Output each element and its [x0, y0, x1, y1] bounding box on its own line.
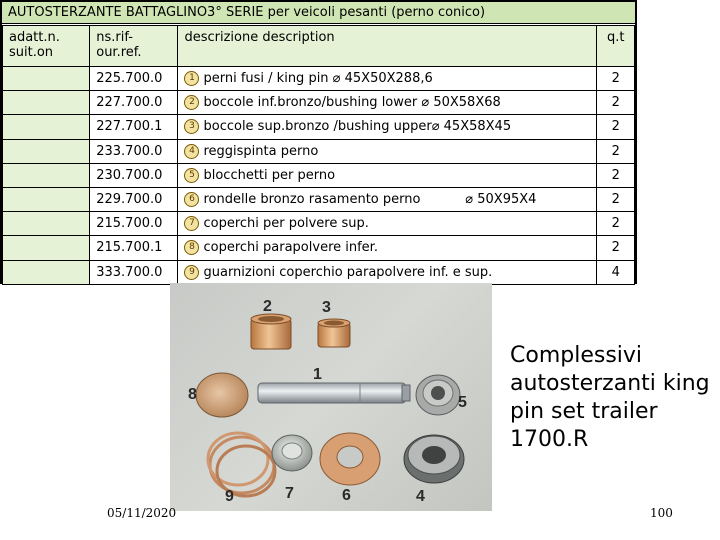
- cell-description: [178, 91, 597, 115]
- header-adatt: adatt.n. suit.on: [3, 26, 90, 67]
- thrust-bearing: [404, 435, 464, 483]
- cell-ref: 229.700.0: [90, 187, 178, 211]
- cell-adatt: [3, 163, 90, 187]
- table-header-row: [3, 26, 635, 67]
- cell-qty: 2: [597, 91, 635, 115]
- description-text: reggispinta perno: [203, 143, 319, 159]
- pin-block: [416, 375, 460, 415]
- photo-label-6: 6: [342, 487, 351, 504]
- item-number-badge: 9: [184, 265, 199, 280]
- parts-illustration: [170, 283, 492, 511]
- cell-ref: 215.700.1: [90, 236, 178, 260]
- parts-photo: [170, 283, 492, 511]
- header-ref: ns.rif-our.ref.: [90, 26, 178, 67]
- cell-adatt: [3, 212, 90, 236]
- dust-cover-lower: [196, 373, 248, 417]
- cell-description: [178, 163, 597, 187]
- cell-adatt: [3, 67, 90, 91]
- description-text: rondelle bronzo rasamento perno: [203, 192, 421, 208]
- description-text: coperchi per polvere sup.: [203, 216, 369, 232]
- dust-cover-upper: [272, 435, 312, 471]
- bushing-lower: [251, 314, 291, 349]
- cell-adatt: [3, 187, 90, 211]
- cell-adatt: [3, 139, 90, 163]
- cell-ref: 230.700.0: [90, 163, 178, 187]
- cell-adatt: [3, 115, 90, 139]
- header-qty: q.t: [597, 26, 635, 67]
- cell-qty: 2: [597, 139, 635, 163]
- photo-label-5: 5: [458, 394, 467, 411]
- photo-label-1: 1: [313, 366, 322, 383]
- table-row: [3, 236, 635, 260]
- cell-description: [178, 67, 597, 91]
- cell-qty: 2: [597, 187, 635, 211]
- description-text: boccole sup.bronzo /bushing upper⌀ 45X58X45: [203, 119, 512, 135]
- photo-label-7: 7: [285, 485, 294, 502]
- caption-text: Complessivi autosterzanti king pin set trailer 1700.R: [510, 343, 710, 452]
- header-description: descrizione description: [178, 26, 597, 67]
- cell-adatt: [3, 236, 90, 260]
- cell-ref: 225.700.0: [90, 67, 178, 91]
- description-text: coperchi parapolvere infer.: [203, 240, 378, 256]
- item-number-badge: 5: [184, 168, 199, 183]
- photo-label-3: 3: [322, 299, 331, 316]
- cell-description: [178, 260, 597, 284]
- page-number: 100: [650, 506, 673, 520]
- cell-adatt: [3, 91, 90, 115]
- photo-label-4: 4: [416, 488, 425, 505]
- photo-label-8: 8: [188, 386, 197, 403]
- table-row: [3, 212, 635, 236]
- description-text: perni fusi / king pin ⌀ 45X50X288,6: [203, 71, 433, 87]
- item-number-badge: 3: [184, 119, 199, 134]
- cell-description: [178, 187, 597, 211]
- item-number-badge: 2: [184, 95, 199, 110]
- item-number-badge: 1: [184, 71, 199, 86]
- cell-ref: 233.700.0: [90, 139, 178, 163]
- item-number-badge: 4: [184, 144, 199, 159]
- table-row: [3, 163, 635, 187]
- document-title: AUTOSTERZANTE BATTAGLINO3° SERIE per veicoli pesanti (perno conico): [2, 2, 635, 24]
- parts-table-sheet: [0, 0, 637, 284]
- item-number-badge: 8: [184, 240, 199, 255]
- photo-label-2: 2: [263, 298, 272, 315]
- footer-date: 05/11/2020: [107, 506, 177, 520]
- parts-table: [2, 25, 635, 285]
- gaskets: [208, 433, 275, 496]
- cell-qty: 2: [597, 236, 635, 260]
- table-row: [3, 260, 635, 284]
- item-number-badge: 6: [184, 192, 199, 207]
- photo-label-9: 9: [225, 488, 234, 505]
- cell-ref: 227.700.1: [90, 115, 178, 139]
- item-number-badge: 7: [184, 216, 199, 231]
- cell-description: [178, 236, 597, 260]
- dimension-spec: ⌀ 50X95X4: [465, 192, 537, 208]
- cell-description: [178, 115, 597, 139]
- description-text: boccole inf.bronzo/bushing lower ⌀ 50X58X68: [203, 95, 501, 111]
- table-row: [3, 139, 635, 163]
- bronze-washer: [320, 433, 380, 485]
- cell-qty: 2: [597, 67, 635, 91]
- cell-qty: 2: [597, 163, 635, 187]
- bushing-upper: [318, 319, 350, 347]
- cell-description: [178, 139, 597, 163]
- table-row: [3, 115, 635, 139]
- table-row: [3, 91, 635, 115]
- description-text: guarnizioni coperchio parapolvere inf. e sup.: [203, 264, 493, 280]
- king-pin: [258, 383, 410, 403]
- table-row: [3, 187, 635, 211]
- table-row: [3, 67, 635, 91]
- cell-ref: 333.700.0: [90, 260, 178, 284]
- cell-ref: 227.700.0: [90, 91, 178, 115]
- cell-qty: 2: [597, 212, 635, 236]
- cell-description: [178, 212, 597, 236]
- cell-qty: 2: [597, 115, 635, 139]
- cell-qty: 4: [597, 260, 635, 284]
- description-text: blocchetti per perno: [203, 167, 336, 183]
- cell-adatt: [3, 260, 90, 284]
- cell-ref: 215.700.0: [90, 212, 178, 236]
